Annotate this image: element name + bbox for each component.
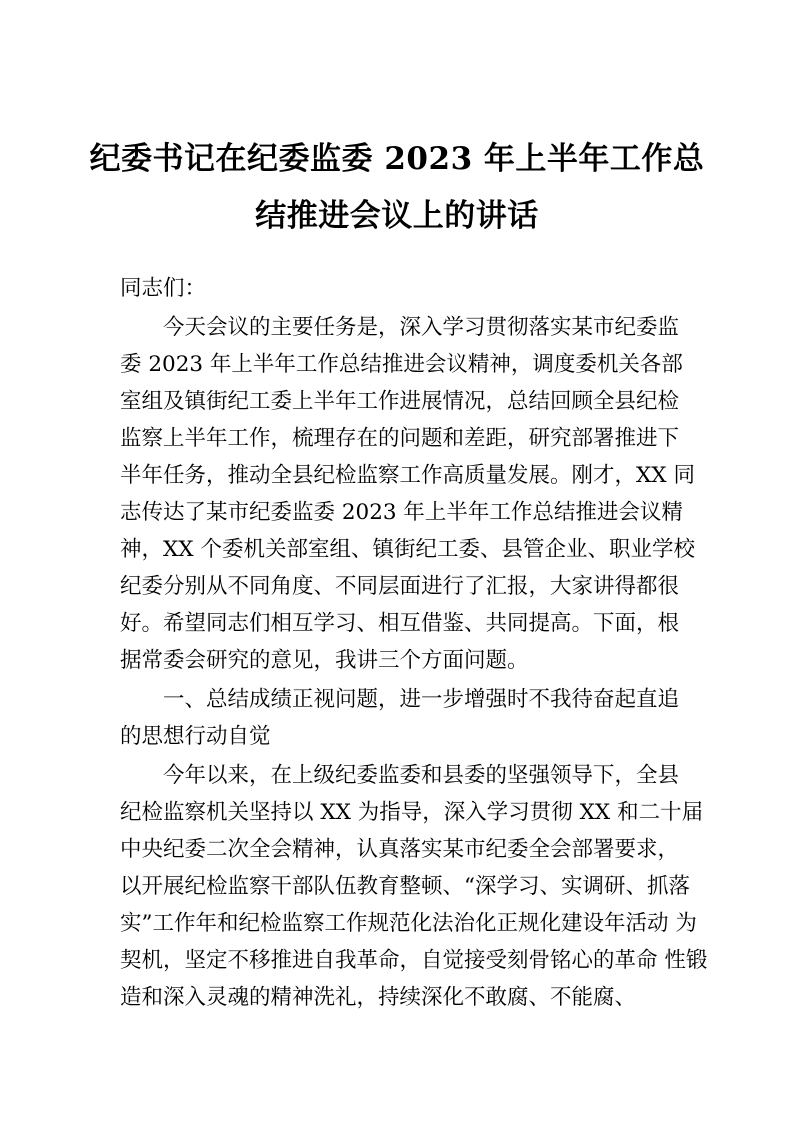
body-line: 实”工作年和纪检监察工作规范化法治化正规化建设年活动 为 [120, 911, 697, 936]
body-line: 以开展纪检监察干部队伍教育整顿、“深学习、实调研、抓落 [120, 874, 690, 899]
body-line: 据常委会研究的意见，我讲三个方面问题。 [120, 648, 529, 673]
body-line: 契机，坚定不移推进自我革命，自觉接受刻骨铭心的革命 性锻 [120, 948, 708, 973]
body-line: 好。希望同志们相互学习、相互借鉴、共同提高。下面，根 [120, 611, 680, 636]
body-line: 监察上半年工作，梳理存在的问题和差距，研究部署推进下 [120, 426, 680, 451]
body-line: 中央纪委二次全会精神，认真落实某市纪委全会部署要求， [120, 837, 680, 862]
body-line: 纪检监察机关坚持以 XX 为指导，深入学习贯彻 XX 和二十届 [120, 800, 704, 825]
body-line: 纪委分别从不同角度、不同层面进行了汇报，大家讲得都很 [120, 574, 680, 599]
body-line: 今年以来，在上级纪委监委和县委的坚强领导下，全县 [163, 763, 680, 788]
body-line: 今天会议的主要任务是，深入学习贯彻落实某市纪委监 [163, 315, 680, 340]
salutation: 同志们： [120, 276, 207, 301]
body-line: 志传达了某市纪委监委 2023 年上半年工作总结推进会议精 [120, 500, 683, 525]
body-line: 委 2023 年上半年工作总结推进会议精神，调度委机关各部 [120, 352, 683, 377]
document-title-line-2: 结推进会议上的讲话 [255, 198, 539, 234]
document-title-line-1: 纪委书记在纪委监委 2023 年上半年工作总 [89, 141, 705, 177]
body-line: 室组及镇街纪工委上半年工作进展情况，总结回顾全县纪检 [120, 389, 680, 414]
body-line: 神，XX 个委机关部室组、镇街纪工委、县管企业、职业学校 [120, 537, 695, 562]
body-line: 半年任务，推动全县纪检监察工作高质量发展。刚才，XX 同 [120, 463, 695, 488]
section-heading-line: 的思想行动自觉 [120, 724, 271, 749]
body-line: 造和深入灵魂的精神洗礼，持续深化不敢腐、不能腐、 [120, 985, 637, 1010]
section-heading-line: 一、总结成绩正视问题，进一步增强时不我待奋起直追 [163, 687, 680, 712]
